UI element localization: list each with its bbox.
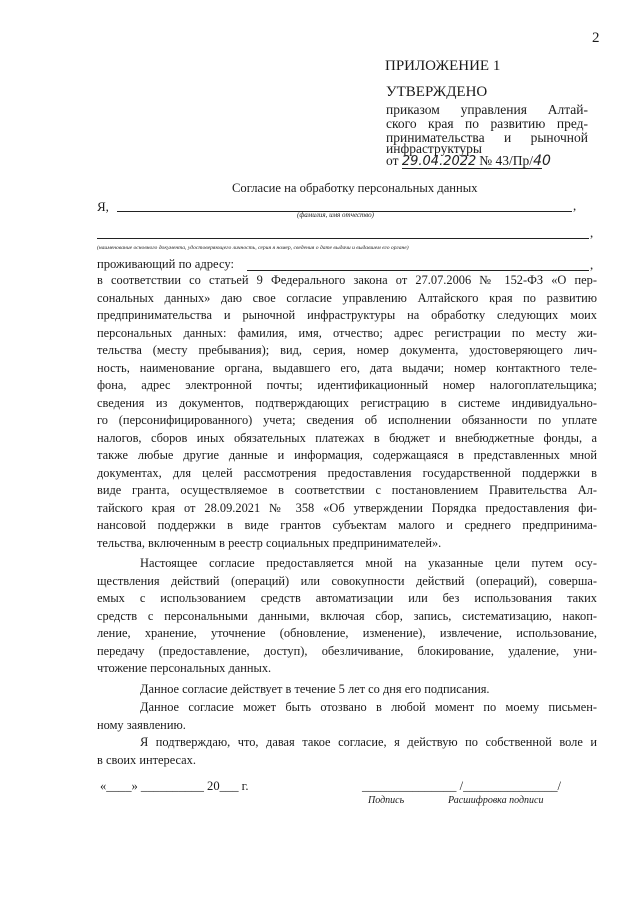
- order-line-1: приказом управления Алтай-: [386, 102, 588, 117]
- appendix-title: ПРИЛОЖЕНИЕ 1: [385, 58, 501, 74]
- document-caption: (наименование основного документа, удостоверяющего личность, серия я номер, сведения о дате выдачи и выдавшем его органе): [97, 245, 409, 251]
- document-field-comma: ,: [590, 225, 594, 240]
- consent-paragraph-3: Данное согласие действует в течение 5 лет со дня его подписания.: [140, 682, 490, 696]
- paragraph-line: нансовой поддержки в виде грантов субъектам малого и среднего предпринима-: [97, 518, 597, 532]
- paragraph-line: тайского края от 28.09.2021 № 358 «Об утверждении Порядка предоставления фи-: [97, 500, 597, 515]
- name-caption: (фамилия, имя отчество): [297, 211, 374, 219]
- order-line-3: принимательства и рыночной: [386, 130, 588, 145]
- handwritten-number: 40: [533, 153, 551, 169]
- signature-caption: Подпись: [368, 795, 405, 806]
- paragraph-line: ление, хранение, уточнение (обновление, изменение), извлечение, использование,: [97, 626, 597, 640]
- paragraph-line: фона, адрес электронной почты; идентификационный номер налогоплательщика;: [97, 378, 597, 392]
- paragraph-line: чтожение персональных данных.: [97, 661, 272, 675]
- paragraph-line: емых с использованием средств автоматизации или без использования таких: [97, 591, 597, 605]
- paragraph-line: Настоящее согласие предоставляется мной на указанные цели путем осу-: [140, 556, 597, 570]
- order-date-number: [386, 153, 551, 169]
- date-underline: [402, 168, 542, 169]
- page-number: 2: [592, 30, 600, 46]
- signature-date-field[interactable]: «____» __________ 20___ г.: [100, 779, 249, 793]
- address-label: проживающий по адресу:: [97, 257, 234, 271]
- paragraph-line: налогов, сборов иных обязательных платежах в бюджет и внебюджетные фонды, а: [97, 430, 597, 445]
- paragraph-line: сональных данных» даю свое согласие управлению Алтайского края по развитию: [97, 290, 597, 305]
- paragraph-line: тельства (месту пребывания); вид, серия, номер документа, удостоверяющего лич-: [97, 343, 597, 357]
- document-field-line[interactable]: [97, 238, 589, 239]
- signature-decode-caption: Расшифровка подписи: [448, 795, 544, 806]
- paragraph-line: в своих интересах.: [97, 752, 196, 767]
- paragraph-line: ществления действий (операций) или совокупности действий (операций), соверша-: [97, 573, 597, 588]
- paragraph-line: также любые другие данные и информация, содержащаяся в представленных мной: [97, 448, 597, 462]
- paragraph-line: средств с персональными данными, включая сбор, запись, систематизацию, накоп-: [97, 608, 597, 623]
- paragraph-line: ному заявлению.: [97, 717, 186, 732]
- i-label: Я,: [97, 199, 109, 214]
- order-line-4: инфраструктуры: [386, 141, 482, 156]
- signature-field[interactable]: _______________ /_______________/: [362, 779, 562, 793]
- paragraph-line: Я подтверждаю, что, давая такое согласие, я действую по собственной воле и: [140, 735, 597, 749]
- paragraph-line: персональных данных: фамилия, имя, отчество; адрес регистрации по месту жи-: [97, 325, 597, 340]
- number-prefix: № 43/Пр/: [479, 153, 534, 168]
- paragraph-line: в соответствии со статьей 9 Федерального закона от 27.07.2006 № 152-ФЗ «О пер-: [97, 273, 597, 287]
- address-field-comma: ,: [590, 257, 594, 272]
- document-title: Согласие на обработку персональных данных: [232, 181, 478, 195]
- address-field-line[interactable]: [247, 270, 589, 271]
- paragraph-line: го (персонифицированного) учета; сведения об исполнении обязанности по уплате: [97, 413, 597, 427]
- name-field-comma: ,: [573, 198, 577, 213]
- paragraph-line: ность, наименование органа, выдавшего его, дата выдачи; номер контактного теле-: [97, 360, 597, 375]
- approved-label: УТВЕРЖДЕНО: [386, 84, 488, 100]
- paragraph-line: виде гранта, осуществляемое в соответствии с постановлением Правительства Ал-: [97, 483, 597, 497]
- handwritten-date: 29.04.2022: [401, 154, 477, 169]
- paragraph-line: документах, для целей рассмотрения предоставления государственной поддержки в: [97, 465, 597, 480]
- paragraph-line: передачу (предоставление, доступ), обезличивание, блокирование, удаление, уни-: [97, 643, 597, 658]
- order-line-2: ского края по развитию пред-: [386, 116, 588, 131]
- paragraph-line: сведения из документов, подтверждающих регистрацию в системе индивидуально-: [97, 395, 597, 410]
- paragraph-line: предпринимательства и рыночной инфраструктуры на обработку следующих моих: [97, 308, 597, 322]
- paragraph-line: тельства, включенным в реестр социальных предпринимателей».: [97, 535, 442, 550]
- paragraph-line: Данное согласие может быть отозвано в любой момент по моему письмен-: [140, 700, 597, 714]
- date-prefix: от: [386, 153, 402, 168]
